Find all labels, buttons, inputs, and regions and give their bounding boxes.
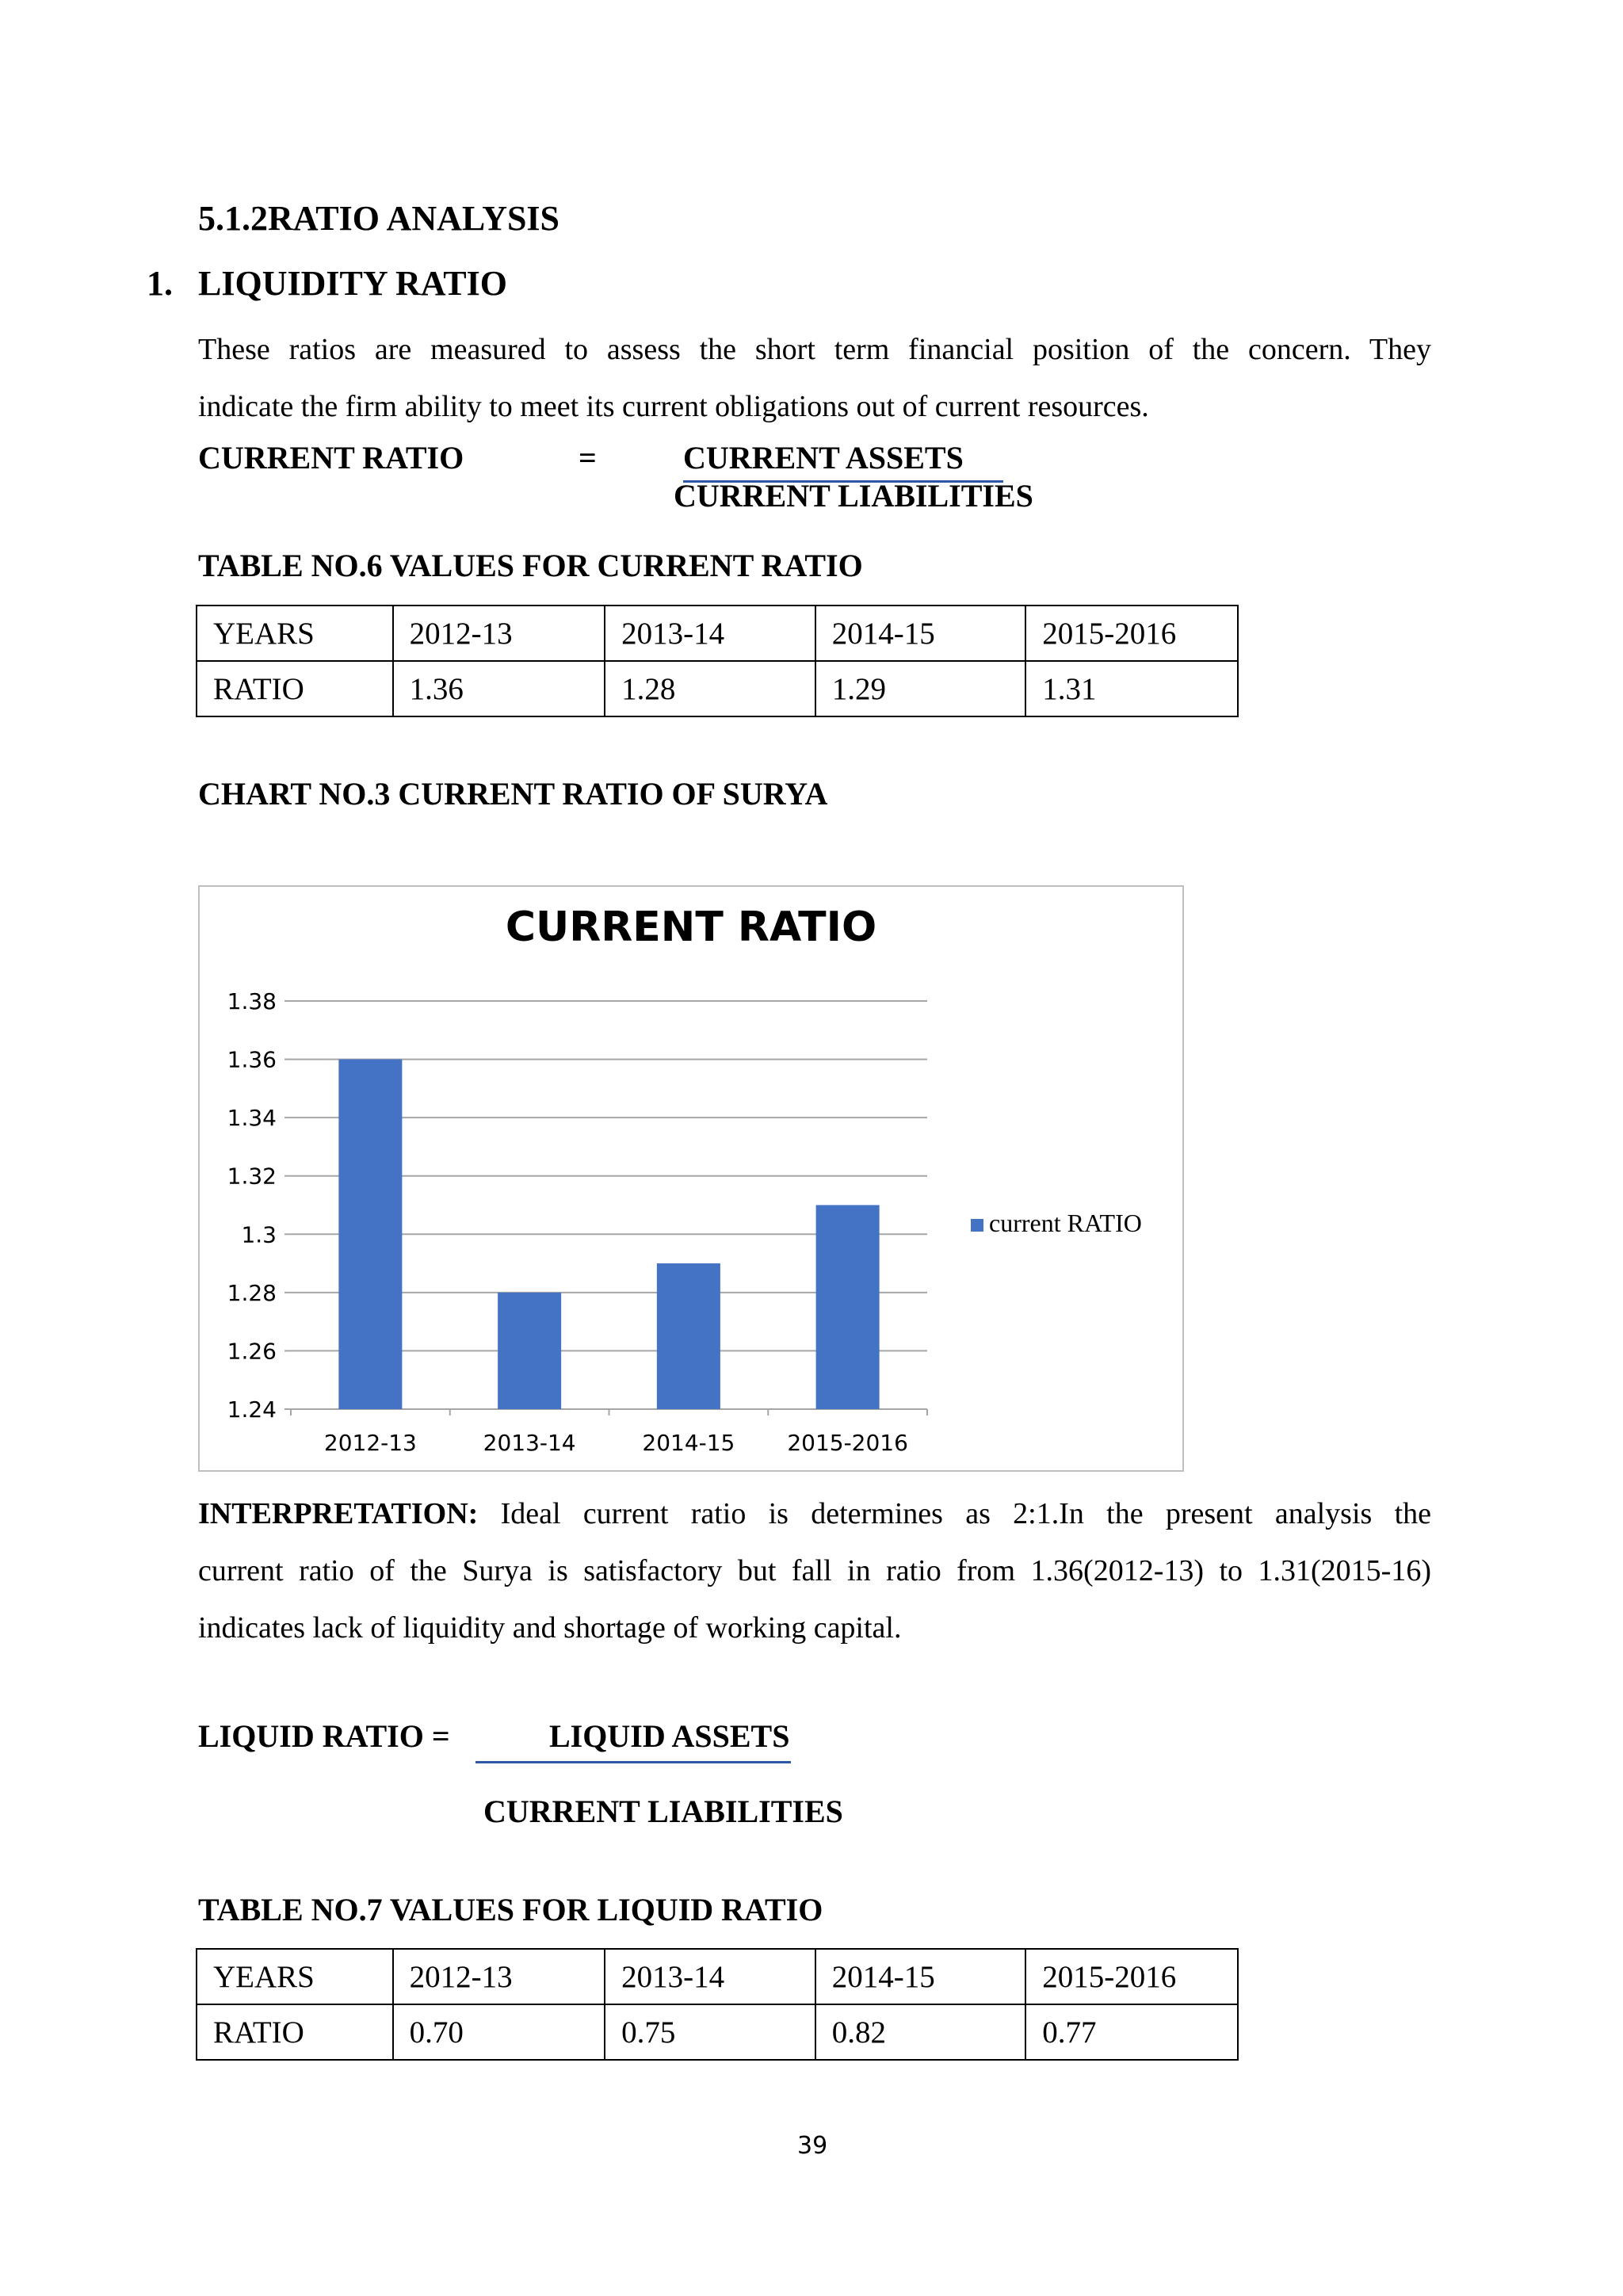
table7-ratio-row <box>197 2004 1238 2060</box>
chart-y-tick-label: 1.34 <box>227 1105 277 1132</box>
liquid-ratio-numerator: LIQUID ASSETS <box>549 1718 790 1754</box>
chart-y-tick-label: 1.32 <box>227 1163 277 1190</box>
chart-y-tick-label: 1.24 <box>227 1396 277 1423</box>
chart-legend <box>971 1209 1142 1237</box>
subsection-heading: LIQUIDITY RATIO <box>198 264 507 303</box>
liquid-ratio-label: LIQUID RATIO = <box>198 1718 450 1754</box>
current-ratio-chart <box>198 885 1184 1472</box>
chart-bar <box>657 1263 720 1409</box>
chart-x-ticks <box>291 1409 927 1456</box>
table6-caption: TABLE NO.6 VALUES FOR CURRENT RATIO <box>198 548 863 583</box>
current-ratio-denominator: CURRENT LIABILITIES <box>674 478 1033 514</box>
table7-cell: 2012-13 <box>393 1949 605 2004</box>
table7-cell: YEARS <box>197 1949 393 2004</box>
chart-legend-swatch <box>971 1219 983 1232</box>
table7-cell: 0.82 <box>815 2004 1026 2060</box>
chart-y-tick-label: 1.36 <box>227 1046 277 1073</box>
table6-cell: RATIO <box>197 661 393 716</box>
table7-caption: TABLE NO.7 VALUES FOR LIQUID RATIO <box>198 1892 823 1927</box>
interpretation-paragraph <box>198 1485 1431 1656</box>
table7-cell: RATIO <box>197 2004 393 2060</box>
chart-y-tick-label: 1.26 <box>227 1338 277 1365</box>
chart-legend-label: current RATIO <box>989 1209 1142 1237</box>
interpretation-line-3: indicates lack of liquidity and shortage of working capital. <box>198 1611 902 1645</box>
chart-x-tick-label: 2014-15 <box>642 1430 735 1456</box>
table6-cell: 2012-13 <box>393 606 605 661</box>
liquid-ratio-denominator: CURRENT LIABILITIES <box>483 1794 843 1829</box>
intro-line-1: These ratios are measured to assess the short term financial position of the concern. They <box>198 333 1431 366</box>
table7-header-row <box>197 1949 1238 2004</box>
table6-cell: 1.28 <box>605 661 815 716</box>
chart-bar <box>338 1060 402 1409</box>
page-number: 39 <box>797 2132 828 2160</box>
chart-y-tick-label: 1.28 <box>227 1279 277 1306</box>
interpretation-line-1 <box>198 1485 1431 1542</box>
table7-cell: 2014-15 <box>815 1949 1026 2004</box>
intro-line-2: indicate the firm ability to meet its current obligations out of current resources. <box>198 390 1149 423</box>
current-ratio-label: CURRENT RATIO <box>198 440 464 476</box>
chart-x-tick-label: 2012-13 <box>323 1430 417 1456</box>
interpretation-label: INTERPRETATION: <box>198 1497 479 1530</box>
table6-ratio-row <box>197 661 1238 716</box>
liquid-ratio-fraction-line <box>475 1761 791 1763</box>
interpretation-line-1-text: Ideal current ratio is determines as 2:1.In the present analysis the <box>500 1497 1432 1530</box>
chart-x-tick-label: 2013-14 <box>483 1430 576 1456</box>
section-heading: 5.1.2RATIO ANALYSIS <box>198 199 560 238</box>
table6-cell: 2013-14 <box>605 606 815 661</box>
current-ratio-numerator: CURRENT ASSETS <box>683 440 964 476</box>
chart-bar <box>816 1205 880 1410</box>
intro-paragraph <box>198 321 1431 435</box>
interpretation-line-2: current ratio of the Surya is satisfactory but fall in ratio from 1.36(2012-13) to 1.31(2015-16) <box>198 1554 1431 1587</box>
table6-cell: YEARS <box>197 606 393 661</box>
table7 <box>196 1948 1239 2061</box>
chart-caption: CHART NO.3 CURRENT RATIO OF SURYA <box>198 776 828 812</box>
chart-y-tick-label: 1.38 <box>227 988 277 1014</box>
chart-y-ticks <box>227 988 277 1423</box>
table7-cell: 0.75 <box>605 2004 815 2060</box>
table6-cell: 1.29 <box>815 661 1026 716</box>
table7-cell: 0.70 <box>393 2004 605 2060</box>
table7-cell: 0.77 <box>1025 2004 1238 2060</box>
current-ratio-equals: = <box>579 440 597 476</box>
table7-cell: 2015-2016 <box>1025 1949 1238 2004</box>
table6-header-row <box>197 606 1238 661</box>
subsection-number: 1. <box>147 264 173 303</box>
table6-cell: 1.36 <box>393 661 605 716</box>
chart-title: CURRENT RATIO <box>505 904 877 951</box>
table6 <box>196 605 1239 717</box>
table7-cell: 2013-14 <box>605 1949 815 2004</box>
chart-svg <box>200 887 1182 1470</box>
table6-cell: 2015-2016 <box>1025 606 1238 661</box>
chart-bar <box>498 1293 561 1409</box>
chart-x-tick-label: 2015-2016 <box>787 1430 908 1456</box>
table6-cell: 2014-15 <box>815 606 1026 661</box>
chart-y-tick-label: 1.3 <box>241 1221 277 1248</box>
table6-cell: 1.31 <box>1025 661 1238 716</box>
